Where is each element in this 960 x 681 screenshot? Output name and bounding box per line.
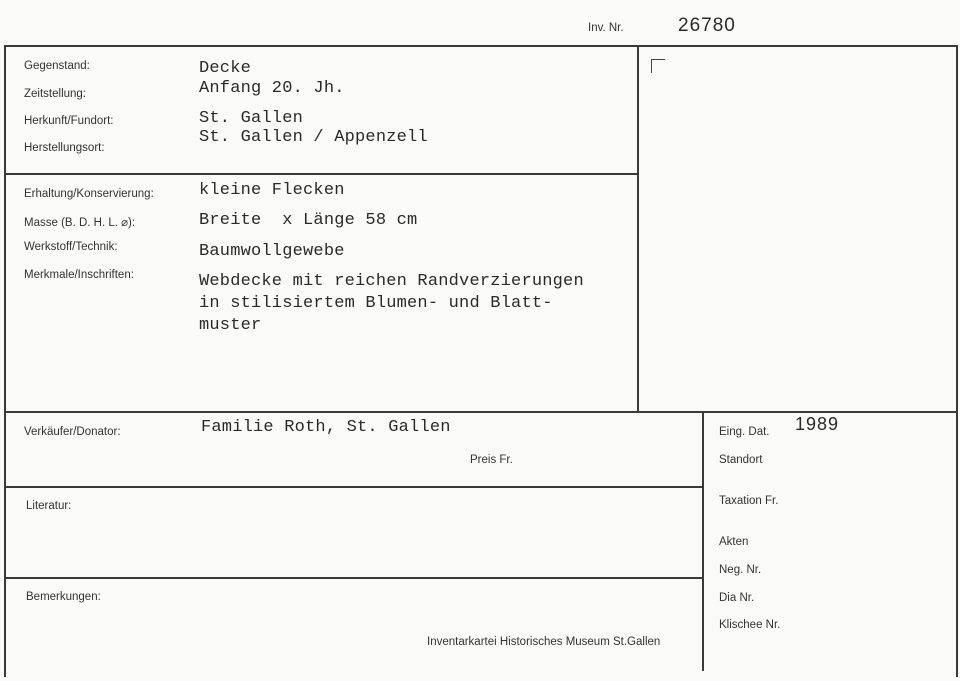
- herstellungsort-label: Herstellungsort:: [24, 142, 105, 154]
- werkstoff-label: Werkstoff/Technik:: [24, 241, 118, 253]
- literatur-label: Literatur:: [26, 500, 72, 512]
- rule-details-bottom: [4, 411, 958, 413]
- footer-museum-text: Inventarkartei Historisches Museum St.Gallen: [427, 636, 661, 648]
- rule-object-bottom: [4, 173, 638, 175]
- merkmale-label: Merkmale/Inschriften:: [24, 269, 134, 281]
- klischee-nr-label: Klischee Nr.: [719, 619, 781, 631]
- rule-side-panel: [702, 411, 704, 671]
- eing-dat-label: Eing. Dat.: [719, 426, 770, 438]
- gegenstand-label: Gegenstand:: [24, 60, 90, 72]
- masse-label: Masse (B. D. H. L. ⌀):: [24, 217, 136, 229]
- herkunft-value: St. Gallen: [199, 109, 304, 128]
- inv-nr-value: 26780: [678, 15, 736, 36]
- bemerkungen-label: Bemerkungen:: [26, 591, 101, 603]
- rule-top: [4, 45, 958, 47]
- rule-middle: [637, 45, 639, 412]
- rule-right: [956, 45, 958, 677]
- standort-label: Standort: [719, 454, 763, 466]
- preis-label: Preis Fr.: [470, 454, 513, 466]
- werkstoff-value: Baumwollgewebe: [199, 242, 345, 261]
- zeitstellung-label: Zeitstellung:: [24, 88, 87, 100]
- herkunft-label: Herkunft/Fundort:: [24, 115, 114, 127]
- verkaeufer-value: Familie Roth, St. Gallen: [201, 418, 451, 437]
- inv-nr-label: Inv. Nr.: [588, 22, 624, 34]
- rule-left: [4, 45, 6, 677]
- taxation-label: Taxation Fr.: [719, 495, 779, 507]
- rule-literatur-bottom: [4, 577, 703, 579]
- neg-nr-label: Neg. Nr.: [719, 564, 762, 576]
- herstellungsort-value: St. Gallen / Appenzell: [199, 128, 428, 147]
- gegenstand-value: Decke: [199, 59, 252, 78]
- erhaltung-value: kleine Flecken: [199, 181, 345, 200]
- masse-value: Breite x Länge 58 cm: [199, 211, 418, 230]
- eing-dat-value: 1989: [795, 414, 840, 434]
- akten-label: Akten: [719, 536, 749, 548]
- photo-corner-mark: [651, 59, 665, 73]
- erhaltung-label: Erhaltung/Konservierung:: [24, 188, 154, 200]
- verkaeufer-label: Verkäufer/Donator:: [24, 426, 121, 438]
- rule-acquisition-bottom: [4, 486, 703, 488]
- dia-nr-label: Dia Nr.: [719, 592, 755, 604]
- zeitstellung-value: Anfang 20. Jh.: [199, 79, 345, 98]
- merkmale-value: Webdecke mit reichen Randverzierungen in stilisiertem Blumen- und Blatt- muster: [199, 272, 584, 335]
